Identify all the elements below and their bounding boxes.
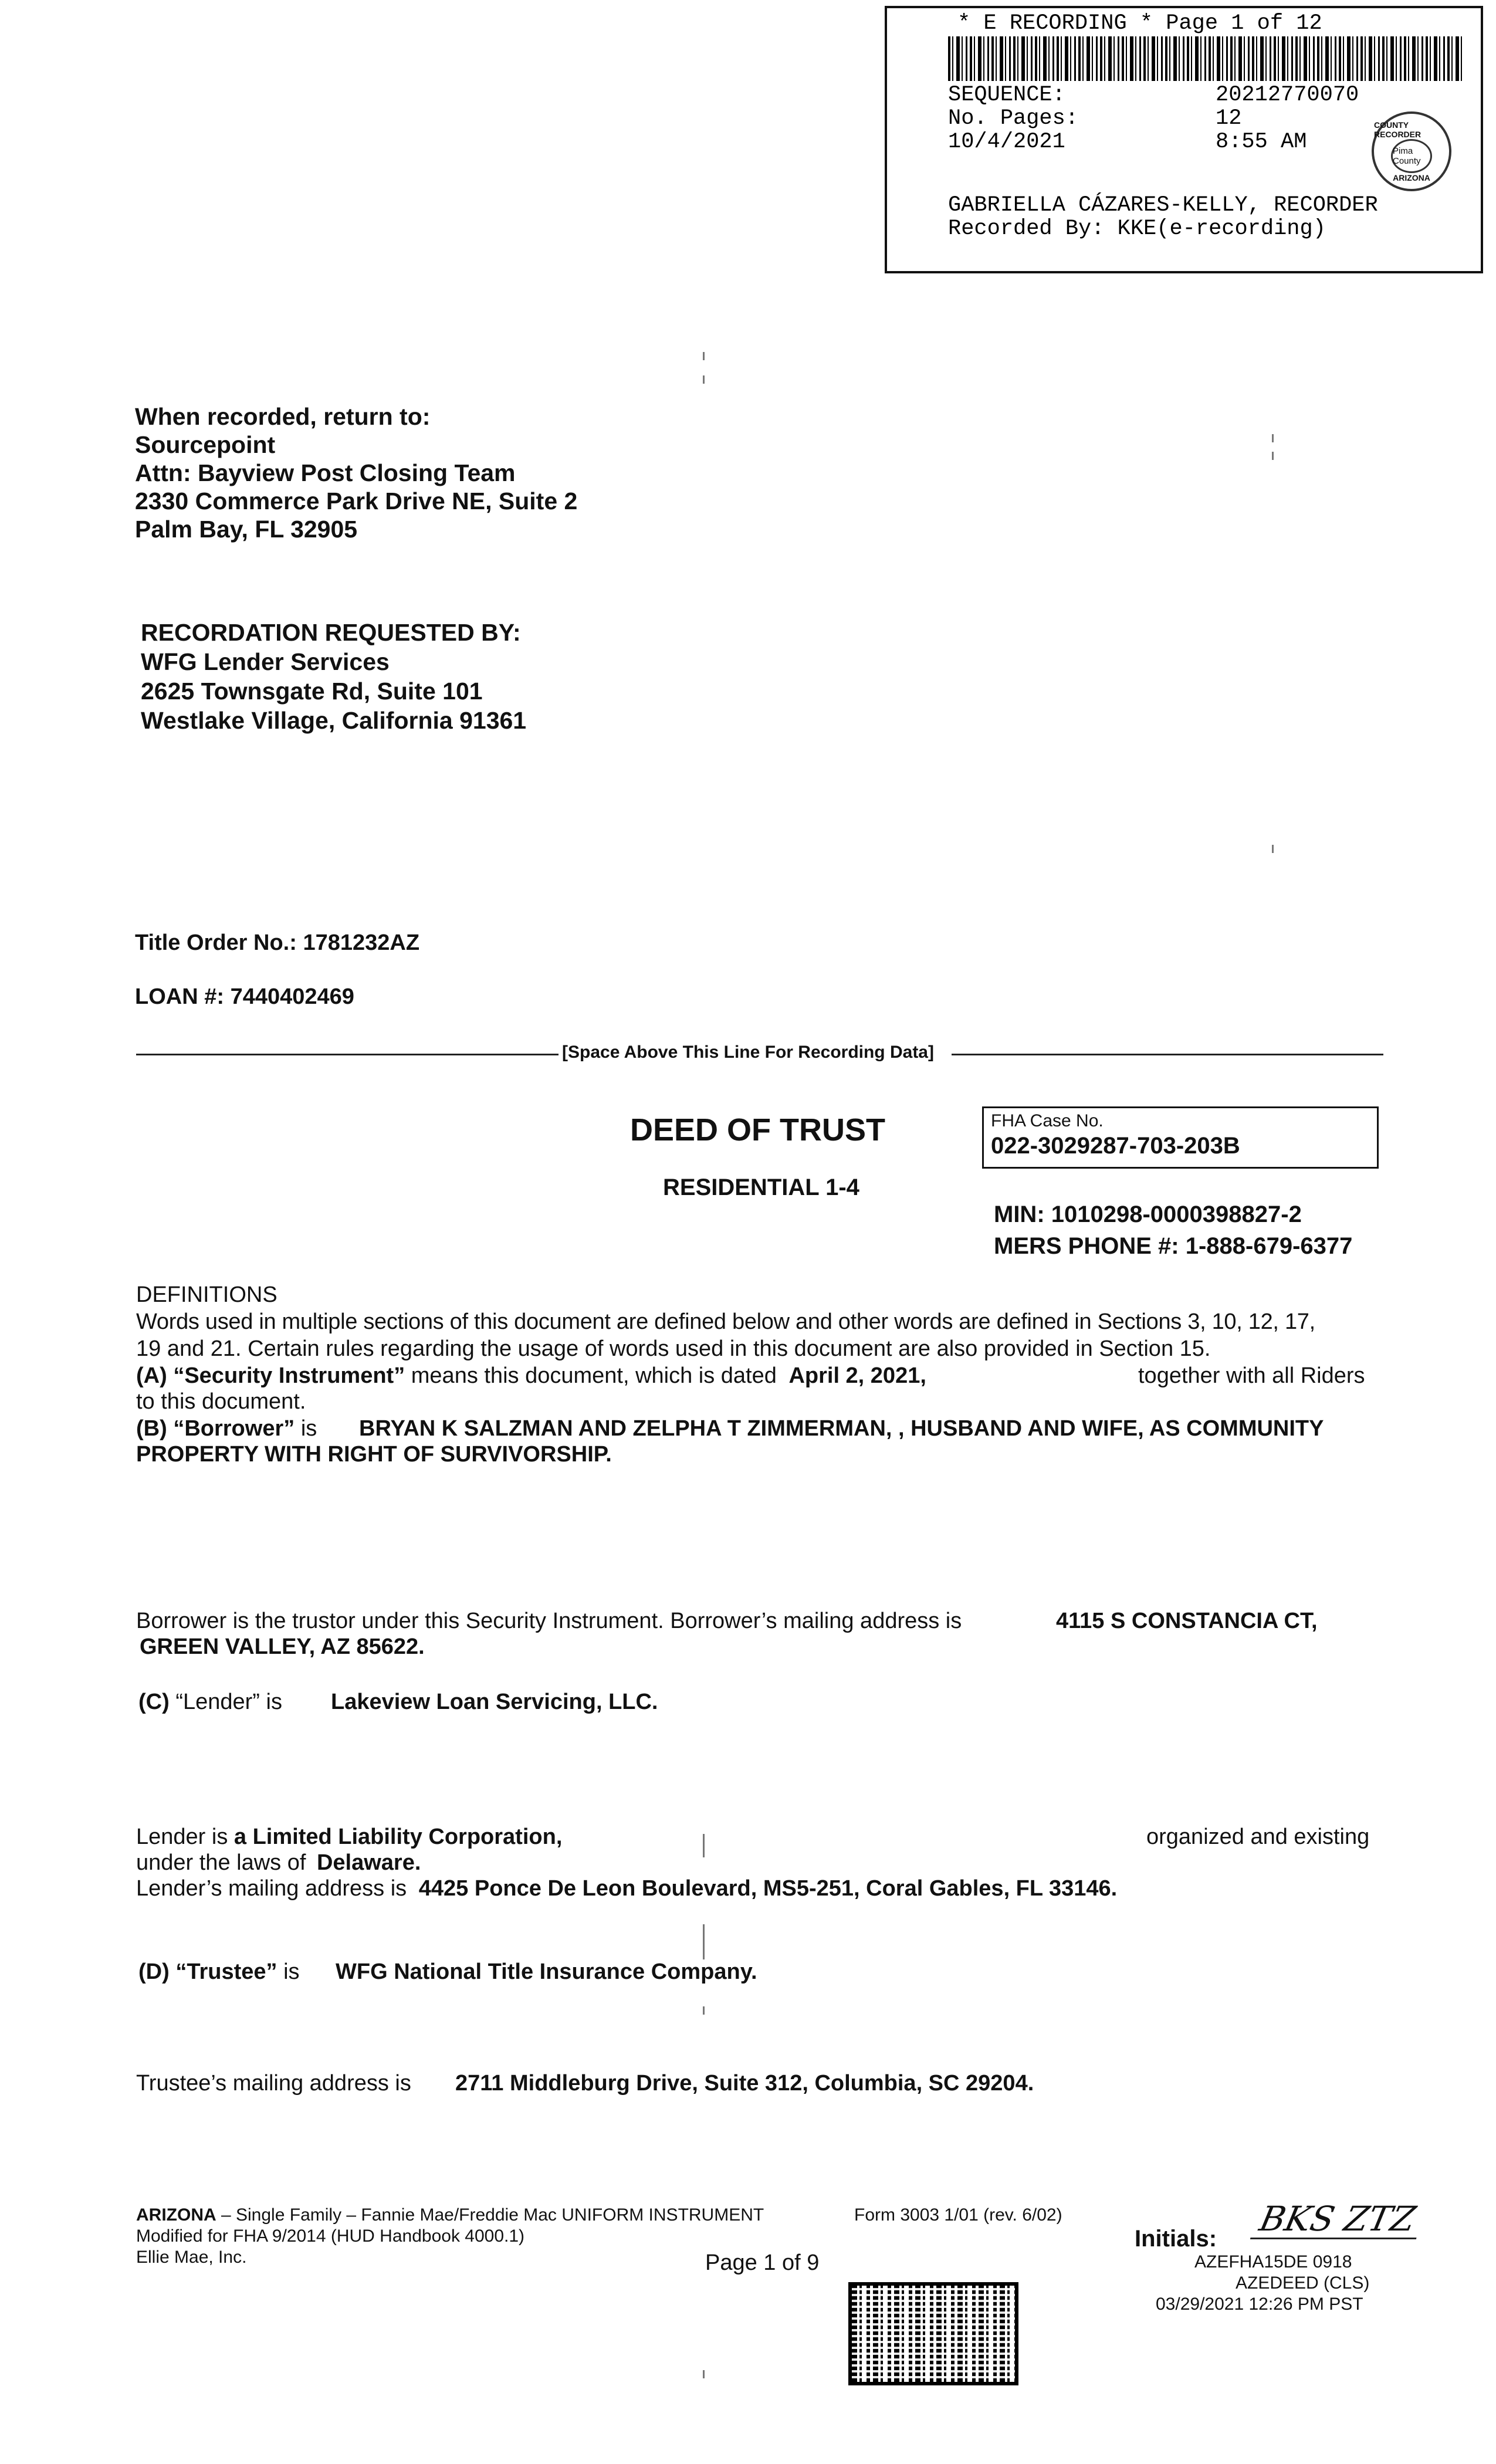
initials-label: Initials: <box>1135 2226 1217 2252</box>
lender-organized: organized and existing <box>1146 1825 1370 1849</box>
loan-number <box>135 983 354 1010</box>
recorded-by: Recorded By: KKE(e-recording) <box>948 216 1326 241</box>
scan-speck <box>703 352 705 360</box>
pages-value: 12 <box>1216 106 1242 131</box>
document-barcode <box>848 2282 1018 2385</box>
definition-a-riders: together with all Riders <box>1138 1363 1365 1388</box>
definition-b-is: is <box>300 1416 317 1441</box>
recording-date: 10/4/2021 <box>948 130 1065 154</box>
space-above-label: [Space Above This Line For Recording Data] <box>562 1043 934 1062</box>
recording-time: 8:55 AM <box>1216 130 1307 154</box>
security-instrument-date: April 2, 2021, <box>788 1363 926 1388</box>
recording-barcode <box>948 36 1462 81</box>
footer-form <box>136 2205 764 2226</box>
requested-by-line: WFG Lender Services <box>141 648 390 675</box>
title-order <box>135 929 419 956</box>
lender-type-value: a Limited Liability Corporation, <box>233 1825 563 1849</box>
loan-label: LOAN #: <box>135 984 224 1009</box>
trustee-address-label: Trustee’s mailing address is <box>136 2071 411 2096</box>
title-order-value: 1781232AZ <box>303 930 420 955</box>
recorder-name: GABRIELLA CÁZARES-KELLY, RECORDER <box>948 193 1378 218</box>
footer-form-number: Form 3003 1/01 (rev. 6/02) <box>854 2205 1062 2225</box>
lender-address-label: Lender’s mailing address is <box>136 1876 407 1901</box>
lender-name: Lakeview Loan Servicing, LLC. <box>331 1690 658 1714</box>
lender-state: Delaware. <box>316 1850 421 1875</box>
recording-header: * E RECORDING * Page 1 of 12 <box>957 11 1322 36</box>
scan-speck <box>1272 434 1274 442</box>
requested-by-line: Westlake Village, California 91361 <box>141 707 527 734</box>
scan-speck <box>703 1834 705 1857</box>
title-order-label: Title Order No.: <box>135 930 297 955</box>
requested-by-heading: RECORDATION REQUESTED BY: <box>141 619 521 646</box>
trustee-name: WFG National Title Insurance Company. <box>336 1959 757 1984</box>
return-to-line: 2330 Commerce Park Drive NE, Suite 2 <box>135 488 578 515</box>
borrower-names-cont: PROPERTY WITH RIGHT OF SURVIVORSHIP. <box>136 1442 612 1467</box>
document-title: DEED OF TRUST <box>630 1112 886 1148</box>
return-to-heading: When recorded, return to: <box>135 403 431 430</box>
definition-a-prefix: (A) <box>136 1363 167 1388</box>
pages-label: No. Pages: <box>948 106 1079 131</box>
sequence-label: SEQUENCE: <box>948 83 1065 107</box>
fha-case-number: 022-3029287-703-203B <box>991 1133 1240 1159</box>
scan-speck <box>703 1924 705 1959</box>
definition-b-prefix: (B) <box>136 1416 167 1441</box>
min-number <box>994 1200 1302 1228</box>
definition-d-prefix: (D) <box>138 1959 170 1984</box>
definition-c-is: is <box>266 1690 282 1714</box>
recording-stamp <box>885 6 1483 273</box>
definitions-heading: DEFINITIONS <box>136 1282 277 1307</box>
footer-timestamp: 03/29/2021 12:26 PM PST <box>1156 2294 1363 2314</box>
seal-center-text: Pima County <box>1391 139 1432 173</box>
borrower-address-line1: 4115 S CONSTANCIA CT, <box>1056 1609 1318 1633</box>
fha-case-label: FHA Case No. <box>991 1111 1104 1131</box>
footer-code-1: AZEFHA15DE 0918 <box>1194 2252 1352 2272</box>
loan-value: 7440402469 <box>230 984 354 1009</box>
lender-type <box>136 1823 562 1850</box>
footer-form-title: – Single Family – Fannie Mae/Freddie Mac UNIFORM INSTRUMENT <box>216 2205 764 2225</box>
scan-speck <box>703 2006 705 2015</box>
footer-code-2: AZEDEED (CLS) <box>1236 2273 1370 2293</box>
footer-form-state: ARIZONA <box>136 2205 216 2225</box>
definitions-text: 19 and 21. Certain rules regarding the usage of words used in this document are also provided in Section 15. <box>136 1336 1211 1361</box>
footer-publisher: Ellie Mae, Inc. <box>136 2248 247 2267</box>
lender-address <box>136 1875 1117 1902</box>
mers-phone-value: 1-888-679-6377 <box>1185 1233 1353 1259</box>
borrower-address-text: Borrower is the trustor under this Security Instrument. Borrower’s mailing address is <box>136 1609 962 1633</box>
definition-d-term: “Trustee” <box>175 1959 277 1984</box>
min-label: MIN: <box>994 1201 1045 1227</box>
scan-speck <box>1272 845 1274 853</box>
scan-speck <box>703 375 705 384</box>
definition-c-term: “Lender” <box>175 1690 260 1714</box>
borrower-names: BRYAN K SALZMAN AND ZELPHA T ZIMMERMAN, , HUSBAND AND WIFE, AS COMMUNITY <box>359 1416 1324 1441</box>
definition-a <box>136 1362 926 1389</box>
lender-is: Lender is <box>136 1825 228 1849</box>
definition-d-is: is <box>283 1959 300 1984</box>
lender-laws <box>136 1849 421 1876</box>
return-to-line: Palm Bay, FL 32905 <box>135 516 358 543</box>
trustee-address-value: 2711 Middleburg Drive, Suite 312, Columbia, SC 29204. <box>455 2071 1034 2096</box>
definition-c-prefix: (C) <box>138 1690 170 1714</box>
lender-laws-text: under the laws of <box>136 1850 306 1875</box>
divider-right <box>952 1054 1383 1055</box>
return-to-line: Attn: Bayview Post Closing Team <box>135 459 516 486</box>
definition-a-text: means this document, which is dated <box>411 1363 777 1388</box>
fha-case-box <box>982 1106 1379 1169</box>
footer-modified: Modified for FHA 9/2014 (HUD Handbook 4000.1) <box>136 2226 525 2246</box>
mers-phone-label: MERS PHONE #: <box>994 1233 1179 1259</box>
definition-c <box>138 1688 282 1715</box>
definition-a-term: “Security Instrument” <box>173 1363 405 1388</box>
seal-top-text: COUNTY RECORDER <box>1374 120 1421 139</box>
divider-left <box>136 1054 559 1055</box>
initials-signature: BKS ZTZ <box>1250 2200 1425 2239</box>
scan-speck <box>1272 452 1274 460</box>
mers-phone <box>994 1232 1352 1260</box>
scan-speck <box>703 2370 705 2378</box>
definition-b <box>136 1415 317 1442</box>
borrower-address-line2: GREEN VALLEY, AZ 85622. <box>140 1634 425 1659</box>
page-number: Page 1 of 9 <box>705 2250 820 2275</box>
definition-b-term: “Borrower” <box>173 1416 295 1441</box>
definition-a-end: to this document. <box>136 1389 306 1414</box>
return-to-line: Sourcepoint <box>135 431 276 458</box>
requested-by-line: 2625 Townsgate Rd, Suite 101 <box>141 678 483 705</box>
county-seal-icon <box>1372 111 1451 191</box>
min-value: 1010298-0000398827-2 <box>1051 1201 1302 1227</box>
definition-d <box>138 1958 300 1985</box>
sequence-value: 20212770070 <box>1216 83 1359 107</box>
definitions-text: Words used in multiple sections of this document are defined below and other words are defined in Sections 3, 10, 12, 17, <box>136 1309 1315 1334</box>
lender-address-value: 4425 Ponce De Leon Boulevard, MS5-251, Coral Gables, FL 33146. <box>418 1876 1118 1901</box>
seal-bottom-text: ARIZONA <box>1393 173 1430 182</box>
document-subtitle: RESIDENTIAL 1-4 <box>663 1175 859 1200</box>
